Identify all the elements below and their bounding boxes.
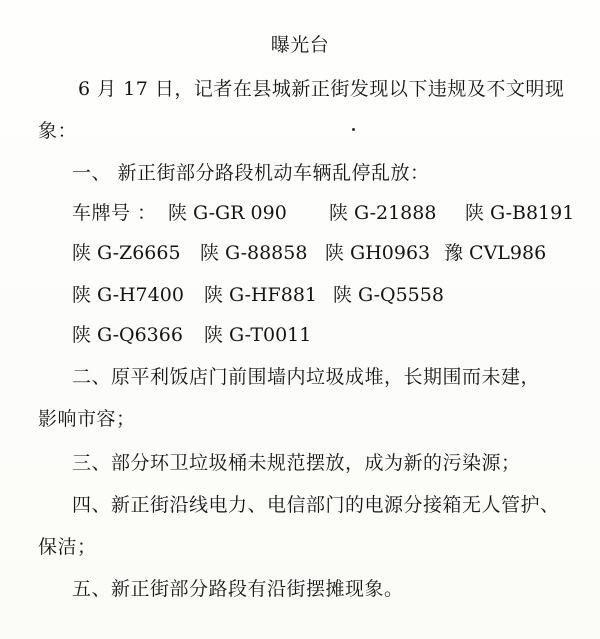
item-2-line-1: 二、原平利饭店门前围墙内垃圾成堆，长期围而未建， [72,366,541,388]
item-5: 五、新正街部分路段有沿街摆摊现象。 [72,578,404,600]
plate-number: 陕 G-GR 090 [168,202,287,224]
document-title: 曝光台 [270,34,330,56]
item-1-heading: 一、 新正街部分路段机动车辆乱停乱放： [72,162,430,184]
plates-label: 车牌号 ： [72,202,157,224]
item-3: 三、部分环卫垃圾桶未规范摆放，成为新的污染源； [72,452,521,474]
plate-number: 陕 G-Z6665 [72,242,181,264]
plate-number: 陕 G-Q5558 [333,284,444,306]
plate-number: 陕 G-88858 [200,242,308,264]
plate-number: 豫 CVL986 [444,242,547,264]
plate-number: 陕 G-Q6366 [72,324,183,346]
plate-number: 陕 G-B8191 [465,202,575,224]
plate-number: 陕 G-HF881 [204,284,318,306]
plate-number: 陕 GH0963 [325,242,431,264]
intro-line-2: 象： [38,120,78,142]
plate-number: 陕 G-H7400 [72,284,184,306]
plate-number: 陕 G-21888 [329,202,437,224]
item-4-line-1: 四、新正街沿线电力、电信部门的电源分接箱无人管护、 [72,494,560,516]
item-4-line-2: 保洁； [38,536,97,558]
scan-speck [352,128,355,131]
intro-line-1: 6 月 17 日，记者在县城新正街发现以下违规及不文明现 [78,78,565,100]
item-2-line-2: 影响市容； [38,408,136,430]
plate-number: 陕 G-T0011 [204,324,312,346]
